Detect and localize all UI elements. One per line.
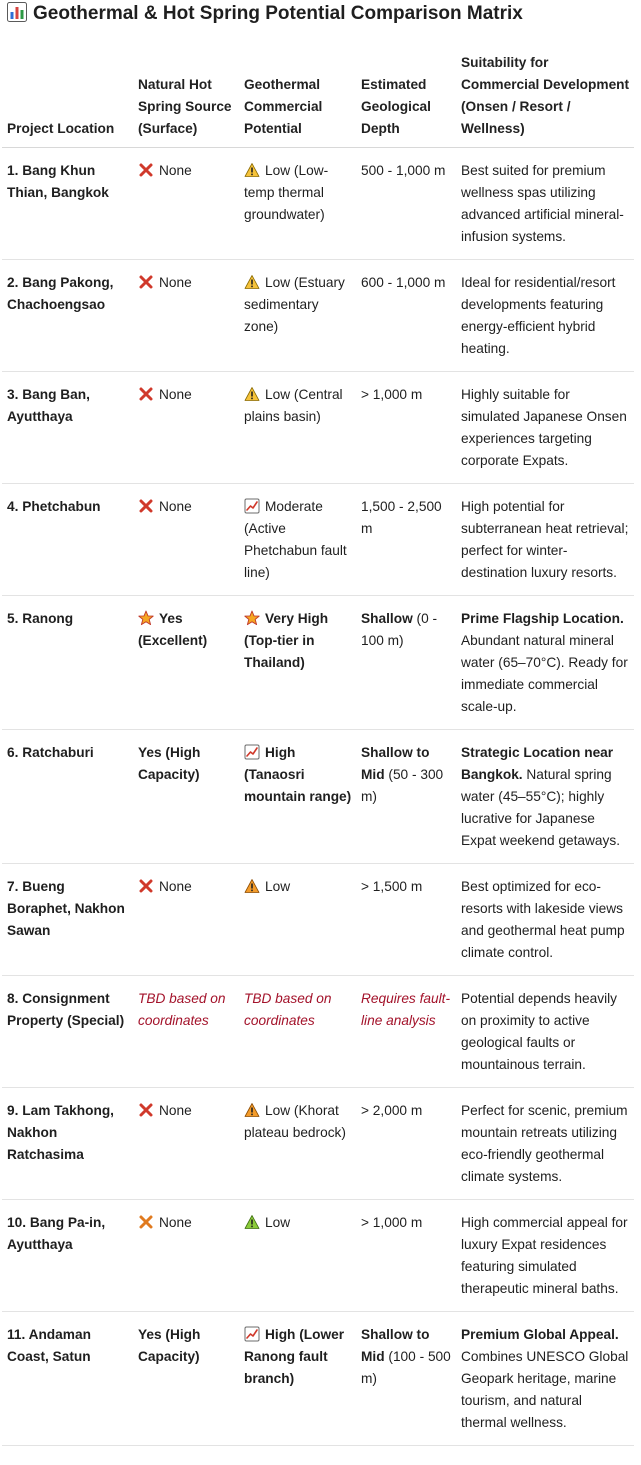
depth-lead: Shallow [361,611,413,626]
suitability-text: Best suited for premium wellness spas utilizing advanced artificial mineral-infusion systems. [461,163,624,244]
cell-hot-spring-source [133,484,239,596]
cell-geological-depth [356,976,456,1088]
cell-geothermal-potential [239,864,356,976]
cell-geothermal-potential-text: TBD based on coordinates [244,991,332,1028]
table-row [2,260,634,372]
cell-suitability [456,596,634,730]
header-geological-depth: Estimated Geological Depth [356,52,456,148]
cell-geological-depth [356,148,456,260]
cell-suitability [456,372,634,484]
depth-text: > 1,000 m [361,1215,423,1230]
cell-geothermal-potential-text: Low (Low-temp thermal groundwater) [244,163,329,222]
cell-hot-spring-source-text: Yes (Excellent) [138,611,208,648]
depth-range: (100 - 500 m) [361,1349,451,1386]
depth-lead: Shallow to Mid [361,1327,430,1364]
cell-hot-spring-source-text: None [159,1103,192,1118]
table-row [2,596,634,730]
suitability-lead: Prime Flagship Location. [461,611,624,626]
star-icon [138,610,154,626]
cell-geothermal-potential-text: Low [265,879,291,894]
depth-text: 600 - 1,000 m [361,275,446,290]
suitability-text: High potential for subterranean heat retrieval; perfect for winter-destination luxury resorts. [461,499,629,580]
cell-suitability [456,976,634,1088]
cell-geothermal-potential [239,596,356,730]
cell-location: 2. Bang Pakong, Chachoengsao [2,260,133,372]
suitability-text: Potential depends heavily on proximity to active geological faults or mountainous terrain. [461,991,617,1072]
cell-location: 1. Bang Khun Thian, Bangkok [2,148,133,260]
suitability-text: Abundant natural mineral water (65–70°C). Ready for immediate commercial scale-up. [461,633,628,714]
header-project-location: Project Location [2,52,133,148]
cross-icon [138,162,154,178]
depth-text: 500 - 1,000 m [361,163,446,178]
cell-geothermal-potential [239,1200,356,1312]
warning-icon [244,274,260,290]
page-title [7,1,523,27]
cell-hot-spring-source [133,1312,239,1446]
cell-hot-spring-source-text: Yes (High Capacity) [138,745,201,782]
cell-hot-spring-source-text: None [159,387,192,402]
cell-geothermal-potential-text: Very High (Top-tier in Thailand) [244,611,329,670]
cell-hot-spring-source [133,1088,239,1200]
cell-hot-spring-source [133,1200,239,1312]
cell-geothermal-potential-text: Low (Central plains basin) [244,387,343,424]
cell-geothermal-potential [239,260,356,372]
warning-orange-icon [244,1102,260,1118]
depth-range: (0 - 100 m) [361,611,438,648]
cell-hot-spring-source-text: None [159,163,192,178]
cell-geothermal-potential-text: Low (Estuary sedimentary zone) [244,275,345,334]
cell-location: 10. Bang Pa-in, Ayutthaya [2,1200,133,1312]
depth-range: (50 - 300 m) [361,767,444,804]
cell-hot-spring-source [133,730,239,864]
table-row [2,976,634,1088]
cell-geothermal-potential [239,1088,356,1200]
cell-hot-spring-source-text: None [159,275,192,290]
suitability-text: Highly suitable for simulated Japanese Onsen experiences targeting corporate Expats. [461,387,627,468]
cell-suitability [456,148,634,260]
chart-up-icon [244,1326,260,1342]
table-row [2,864,634,976]
cell-hot-spring-source [133,864,239,976]
star-icon [244,610,260,626]
suitability-text: Ideal for residential/resort developments featuring energy-efficient hybrid heating. [461,275,616,356]
cell-hot-spring-source-text: None [159,499,192,514]
warning-orange-icon [244,878,260,894]
cell-location: 8. Consignment Property (Special) [2,976,133,1088]
cell-location: 11. Andaman Coast, Satun [2,1312,133,1446]
cell-geothermal-potential [239,372,356,484]
suitability-text: Combines UNESCO Global Geopark heritage, marine tourism, and natural thermal wellness. [461,1349,629,1430]
depth-text: 1,500 - 2,500 m [361,499,442,536]
cell-hot-spring-source-text: Yes (High Capacity) [138,1327,201,1364]
depth-text: > 2,000 m [361,1103,423,1118]
table-row [2,1200,634,1312]
cell-hot-spring-source-text: None [159,1215,192,1230]
cell-location: 7. Bueng Boraphet, Nakhon Sawan [2,864,133,976]
cell-geothermal-potential-text: High (Lower Ranong fault branch) [244,1327,345,1386]
table-row [2,1312,634,1446]
cell-location: 6. Ratchaburi [2,730,133,864]
cell-suitability [456,1312,634,1446]
chart-up-icon [244,498,260,514]
header-natural-hot-spring: Natural Hot Spring Source (Surface) [133,52,239,148]
cell-suitability [456,484,634,596]
depth-text: > 1,000 m [361,387,423,402]
cross-icon [138,274,154,290]
table-row [2,372,634,484]
cell-location: 5. Ranong [2,596,133,730]
cell-hot-spring-source [133,372,239,484]
cell-geothermal-potential [239,976,356,1088]
cell-geothermal-potential-text: High (Tanaosri mountain range) [244,745,352,804]
page-title-text: Geothermal & Hot Spring Potential Comparison Matrix [33,3,523,24]
table-body [2,148,634,1446]
cell-suitability [456,730,634,864]
cell-suitability [456,864,634,976]
chart-up-icon [244,744,260,760]
cell-geological-depth [356,730,456,864]
cell-geological-depth [356,596,456,730]
cell-geothermal-potential [239,484,356,596]
cell-geological-depth [356,260,456,372]
table-row [2,730,634,864]
cell-hot-spring-source [133,596,239,730]
cell-location: 9. Lam Takhong, Nakhon Ratchasima [2,1088,133,1200]
cell-geological-depth [356,1088,456,1200]
suitability-text: Best optimized for eco-resorts with lakeside views and geothermal heat pump climate control. [461,879,625,960]
header-suitability: Suitability for Commercial Development (Onsen / Resort / Wellness) [456,52,634,148]
cell-suitability [456,1088,634,1200]
cross-icon [138,498,154,514]
cell-hot-spring-source [133,260,239,372]
cell-location: 4. Phetchabun [2,484,133,596]
depth-text: > 1,500 m [361,879,423,894]
cross-icon [138,878,154,894]
suitability-text: High commercial appeal for luxury Expat residences featuring simulated therapeutic mineral baths. [461,1215,628,1296]
cross-icon [138,1102,154,1118]
cell-geothermal-potential-text: Low (Khorat plateau bedrock) [244,1103,346,1140]
cross-orange-icon [138,1214,154,1230]
table-row [2,484,634,596]
warning-green-icon [244,1214,260,1230]
cell-location: 3. Bang Ban, Ayutthaya [2,372,133,484]
cell-hot-spring-source-text: None [159,879,192,894]
bar-chart-icon [7,2,27,22]
cell-geological-depth [356,864,456,976]
table-header-row [2,52,634,148]
suitability-text: Natural spring water (45–55°C); highly lucrative for Japanese Expat weekend getaways. [461,767,621,848]
cell-hot-spring-source [133,976,239,1088]
cell-geological-depth [356,1312,456,1446]
cell-hot-spring-source-text: TBD based on coordinates [138,991,226,1028]
cell-suitability [456,260,634,372]
depth-text: Requires fault-line analysis [361,991,451,1028]
header-geothermal-potential: Geothermal Commercial Potential [239,52,356,148]
warning-icon [244,162,260,178]
table-row [2,148,634,260]
cell-hot-spring-source [133,148,239,260]
cell-geothermal-potential-text: Moderate (Active Phetchabun fault line) [244,499,347,580]
cell-geothermal-potential [239,1312,356,1446]
table-row [2,1088,634,1200]
cell-geothermal-potential [239,148,356,260]
comparison-table [2,52,634,1446]
cross-icon [138,386,154,402]
suitability-text: Perfect for scenic, premium mountain retreats utilizing eco-friendly geothermal climate systems. [461,1103,628,1184]
cell-geological-depth [356,372,456,484]
cell-geothermal-potential [239,730,356,864]
suitability-lead: Strategic Location near Bangkok. [461,745,614,782]
cell-geological-depth [356,1200,456,1312]
cell-geothermal-potential-text: Low [265,1215,291,1230]
cell-geological-depth [356,484,456,596]
depth-lead: Shallow to Mid [361,745,430,782]
warning-icon [244,386,260,402]
suitability-lead: Premium Global Appeal. [461,1327,619,1342]
cell-suitability [456,1200,634,1312]
